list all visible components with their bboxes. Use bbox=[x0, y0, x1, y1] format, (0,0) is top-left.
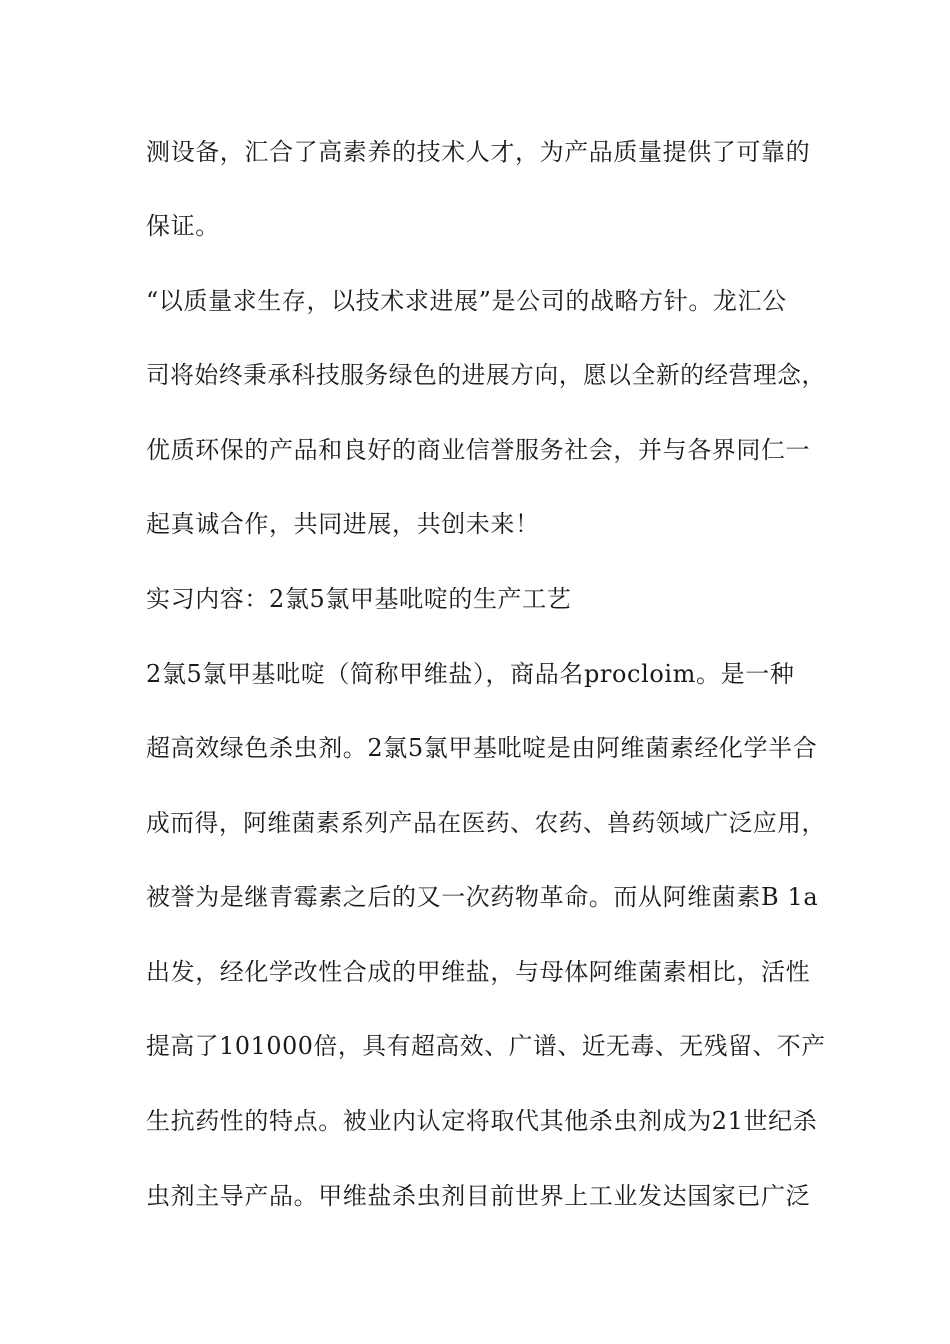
paragraph-line: 虫剂主导产品。甲维盐杀虫剂目前世界上工业发达国家已广泛 bbox=[146, 1182, 811, 1210]
paragraph-line: 超高效绿色杀虫剂。2氯5氯甲基吡啶是由阿维菌素经化学半合 bbox=[146, 734, 818, 762]
paragraph-line: 司将始终秉承科技服务绿色的进展方向，愿以全新的经营理念， bbox=[146, 361, 826, 389]
paragraph-line: 被誉为是继青霉素之后的又一次药物革命。而从阿维菌素B 1a bbox=[146, 883, 819, 911]
paragraph-line: 提高了101000倍，具有超高效、广谱、近无毒、无残留、不产 bbox=[146, 1032, 826, 1060]
paragraph-line: 2氯5氯甲基吡啶（简称甲维盐），商品名procloim。是一种 bbox=[146, 660, 795, 688]
paragraph-line: 成而得，阿维菌素系列产品在医药、农药、兽药领域广泛应用， bbox=[146, 809, 826, 837]
paragraph-line: 优质环保的产品和良好的商业信誉服务社会，并与各界同仁一 bbox=[146, 436, 811, 464]
paragraph-line: 生抗药性的特点。被业内认定将取代其他杀虫剂成为21世纪杀 bbox=[146, 1107, 818, 1135]
section-heading: 实习内容：2氯5氯甲基吡啶的生产工艺 bbox=[146, 585, 572, 613]
paragraph-line: 测设备，汇合了高素养的技术人才，为产品质量提供了可靠的 bbox=[146, 138, 811, 166]
paragraph-line: “以质量求生存，以技术求进展”是公司的战略方针。龙汇公 bbox=[146, 287, 787, 315]
paragraph-line: 起真诚合作，共同进展，共创未来！ bbox=[146, 510, 540, 538]
paragraph-line: 保证。 bbox=[146, 212, 220, 240]
paragraph-line: 出发，经化学改性合成的甲维盐，与母体阿维菌素相比，活性 bbox=[146, 958, 811, 986]
